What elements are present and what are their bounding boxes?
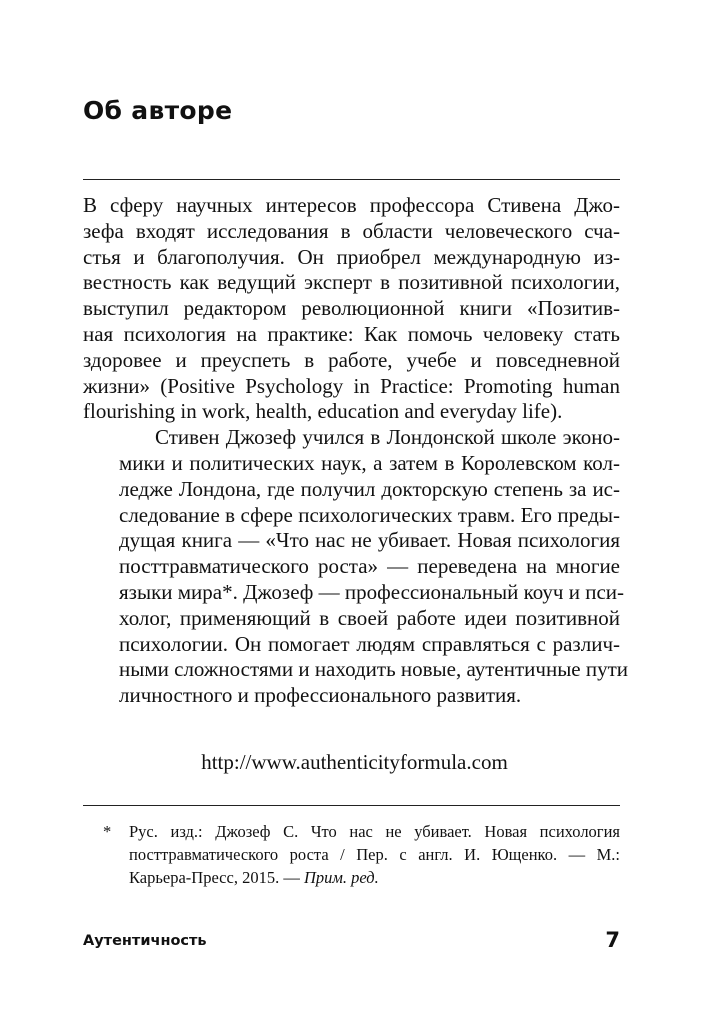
text-line: посттравматического роста» — переведена на многие xyxy=(119,554,620,579)
text-line: следование в сфере психологических травм. Его преды- xyxy=(119,502,620,527)
body-text xyxy=(83,193,629,709)
paragraph-2 xyxy=(83,425,629,709)
text-line: В сферу научных интересов профессора Стивена Джо- xyxy=(83,193,620,217)
footnote-line xyxy=(129,866,620,889)
text-line: холог, применяющий в своей работе идеи позитивной xyxy=(119,605,620,630)
text-line: здоровее и преуспеть в работе, учебе и повседневной xyxy=(83,347,620,372)
text-line: вестность как ведущий эксперт в позитивной психологии, xyxy=(83,270,620,295)
footnote-marker: * xyxy=(103,822,112,841)
text-line: ледже Лондона, где получил докторскую степень за ис- xyxy=(119,476,620,501)
page-number: 7 xyxy=(605,928,620,952)
top-divider xyxy=(83,179,620,180)
text-line: flourishing in work, health, education and everyday life). xyxy=(83,399,563,424)
author-website-link[interactable]: http://www.authenticityformula.com xyxy=(201,750,508,774)
text-line: выступил редактором революционной книги «Позитив- xyxy=(83,296,620,321)
text-line: жизни» (Positive Psychology in Practice: Promoting human xyxy=(83,373,620,398)
text-line: дущая книга — «Что нас не убивает. Новая психология xyxy=(119,528,620,553)
paragraph-1 xyxy=(83,193,620,425)
footnote-line: Рус. изд.: Джозеф С. Что нас не убивает. Новая психология xyxy=(129,822,620,841)
text-line: личностного и профессионального развития. xyxy=(119,683,522,708)
text-line: языки мира*. Джозеф — профессиональный коуч и пси- xyxy=(119,579,625,604)
text-line: психологии. Он помогает людям справляться с различ- xyxy=(119,631,620,656)
editor-note: Прим. ред. xyxy=(303,868,379,887)
text-line: стья и благополучия. Он приобрел международную из- xyxy=(83,244,620,269)
running-title: Аутентичность xyxy=(83,933,207,949)
footnote xyxy=(83,820,620,889)
footnote-text xyxy=(129,820,620,889)
text-line: ными сложностями и находить новые, аутентичные пути xyxy=(119,657,629,682)
footnote-line: посттравматического роста / Пер. с англ. И. Ющенко. — М.: xyxy=(129,845,620,864)
text-line: ная психология на практике: Как помочь человеку стать xyxy=(83,321,620,346)
text-line: Стивен Джозеф учился в Лондонской школе эконо- xyxy=(155,425,620,450)
footnote-divider xyxy=(83,805,620,806)
page-heading: Об авторе xyxy=(83,96,233,125)
footnote-line-text: Карьера-Пресс, 2015. — xyxy=(129,868,304,887)
text-line: зефа входят исследования в области человеческого сча- xyxy=(83,218,620,243)
text-line: мики и политических наук, а затем в Королевском кол- xyxy=(119,450,620,475)
